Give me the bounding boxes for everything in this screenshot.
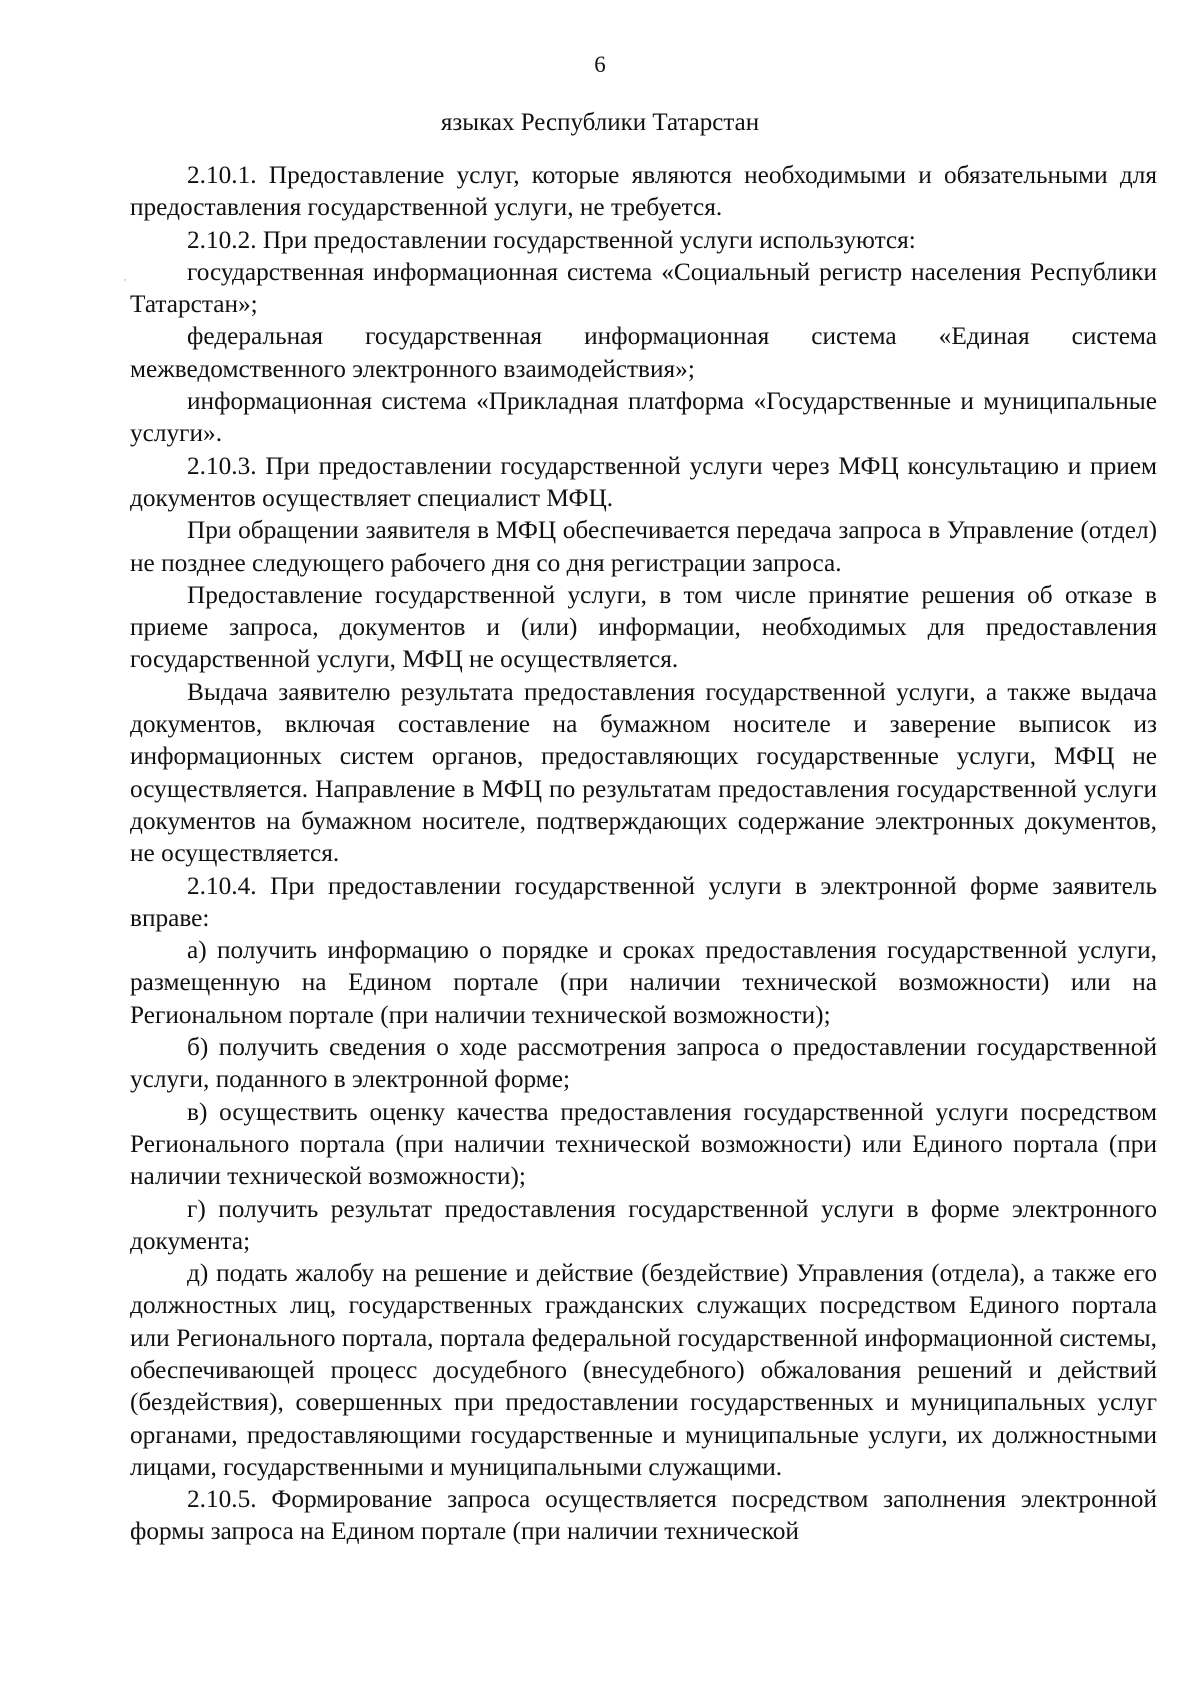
- list-item-d: д) подать жалобу на решение и действие (бездействие) Управления (отдела), а также его должностных лиц, государственных гражданских служащих посредством Единого портала или Регионального портала, портала федеральной государственной информационной системы, обеспечивающей процесс досудебного (внесудебного) обжалования решений и действий (бездействия), совершенных при предоставлении государственных и муниципальных услуг органами, предоставляющими государственные и муниципальные услуги, их должностными лицами, государственными и муниципальными служащими.: [130, 1259, 1157, 1481]
- paragraph-applied-platform: информационная система «Прикладная платформа «Государственные и муниципальные услуги».: [130, 387, 1157, 448]
- paragraph-2-10-1: 2.10.1. Предоставление услуг, которые являются необходимыми и обязательными для предоставления государственной услуги, не требуется.: [130, 161, 1157, 222]
- list-item-a: а) получить информацию о порядке и сроках предоставления государственной услуги, размещенную на Едином портале (при наличии технической возможности) или на Региональном портале (при наличии технической возможности);: [130, 936, 1157, 1029]
- paragraph-mfc-no-decision: Предоставление государственной услуги, в том числе принятие решения об отказе в приеме запроса, документов и (или) информации, необходимых для предоставления государственной услуги, МФЦ не осуществляется.: [130, 580, 1157, 674]
- paragraph-2-10-3: 2.10.3. При предоставлении государственной услуги через МФЦ консультацию и прием документов осуществляет специалист МФЦ.: [130, 451, 1157, 512]
- paragraph-social-register: государственная информационная система «Социальный регистр населения Республики Татарстан»;: [130, 257, 1157, 319]
- paragraph-mfc-transfer: При обращении заявителя в МФЦ обеспечивается передача запроса в Управление (отдел) не позднее следующего рабочего дня со дня регистрации запроса.: [130, 516, 1157, 577]
- paragraph-smev: федеральная государственная информационная система «Единая система межведомственного электронного взаимодействия»;: [130, 322, 1157, 383]
- paragraph-mfc-no-issue: Выдача заявителю результата предоставления государственной услуги, а также выдача документов, включая составление на бумажном носителе и заверение выписок из информационных систем органов, предоставляющих государственные услуги, МФЦ не осуществляется. Направление в МФЦ по результатам предоставления государственной услуги документов на бумажном носителе, подтверждающих содержание электронных документов, не осуществляется.: [130, 677, 1157, 868]
- margin-mark: ′: [124, 278, 127, 289]
- list-item-g: г) получить результат предоставления государственной услуги в форме электронного документа;: [130, 1194, 1157, 1255]
- body-text: [130, 159, 1157, 1548]
- section-heading-continuation: языках Республики Татарстан: [440, 109, 760, 136]
- page-number: 6: [594, 52, 606, 77]
- list-item-b: б) получить сведения о ходе рассмотрения запроса о предоставлении государственной услуги, поданного в электронной форме;: [130, 1033, 1157, 1094]
- list-item-v: в) осуществить оценку качества предоставления государственной услуги посредством Регионального портала (при наличии технической возможности) или Единого портала (при наличии технической возможности);: [130, 1097, 1157, 1191]
- paragraph-2-10-4: 2.10.4. При предоставлении государственной услуги в электронной форме заявитель вправе:: [130, 871, 1157, 932]
- paragraph-2-10-2: 2.10.2. При предоставлении государственной услуги используются:: [187, 225, 916, 254]
- paragraph-2-10-5: 2.10.5. Формирование запроса осуществляется посредством заполнения электронной формы запроса на Едином портале (при наличии технической: [130, 1485, 1157, 1546]
